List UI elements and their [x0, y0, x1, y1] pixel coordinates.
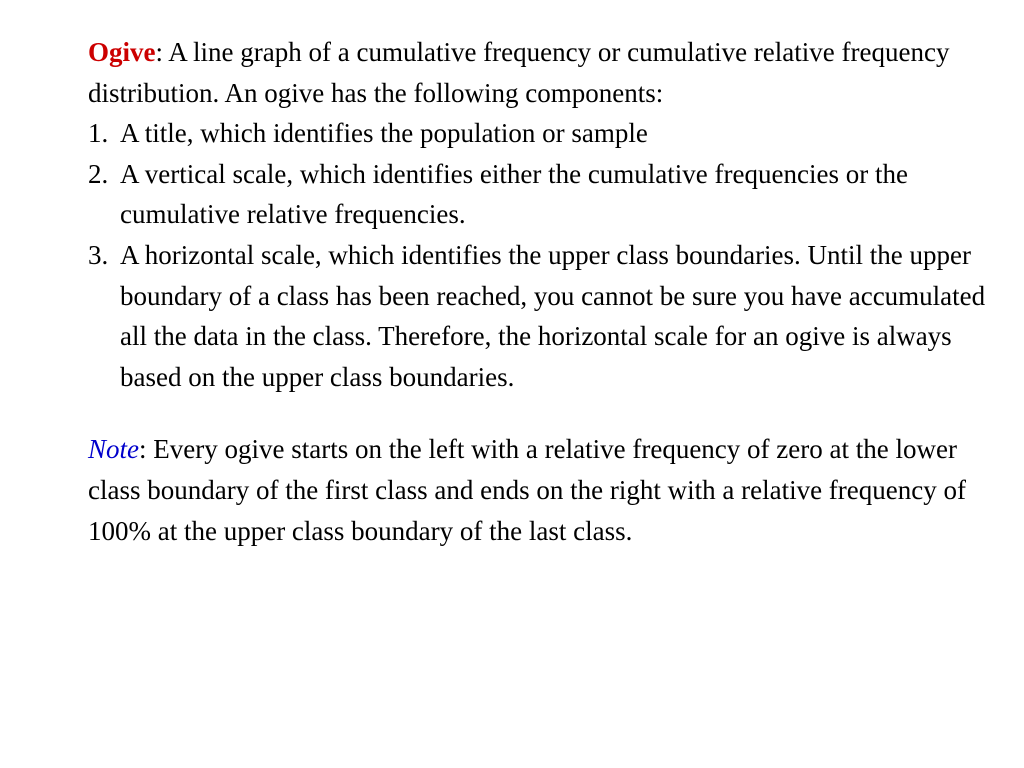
list-item-number: 3. [88, 239, 109, 270]
list-item-number: 1. [88, 118, 109, 149]
list-item [88, 113, 988, 154]
note-paragraph [88, 429, 988, 551]
list-item-text: A horizontal scale, which identifies the upper class boundaries. Until the upper boundary of a class has been reached, you cannot be sure you have accumulated all the data in the class. Therefore, the horizontal scale for an ogive is always based on the upper class boundaries. [120, 239, 986, 392]
definition-separator: : [155, 37, 164, 67]
list-item [88, 154, 988, 235]
components-list [88, 113, 988, 397]
list-item [88, 235, 988, 397]
ogive-definition [88, 32, 988, 113]
note-separator: : [139, 434, 147, 465]
list-item-number: 2. [88, 158, 109, 189]
list-item-text: A vertical scale, which identifies either the cumulative frequencies or the cumulative relative frequencies. [120, 158, 908, 230]
note-text: Every ogive starts on the left with a relative frequency of zero at the lower class boundary of the first class and ends on the right with a relative frequency of 100% at the upper class boundary of the last class. [88, 434, 966, 546]
definition-text: A line graph of a cumulative frequency or cumulative relative frequency distribution. An ogive has the following components: [88, 37, 950, 108]
slide-content [88, 32, 988, 551]
note-term: Note [88, 434, 139, 465]
list-item-text: A title, which identifies the population or sample [120, 118, 648, 149]
definition-term: Ogive [88, 37, 156, 67]
